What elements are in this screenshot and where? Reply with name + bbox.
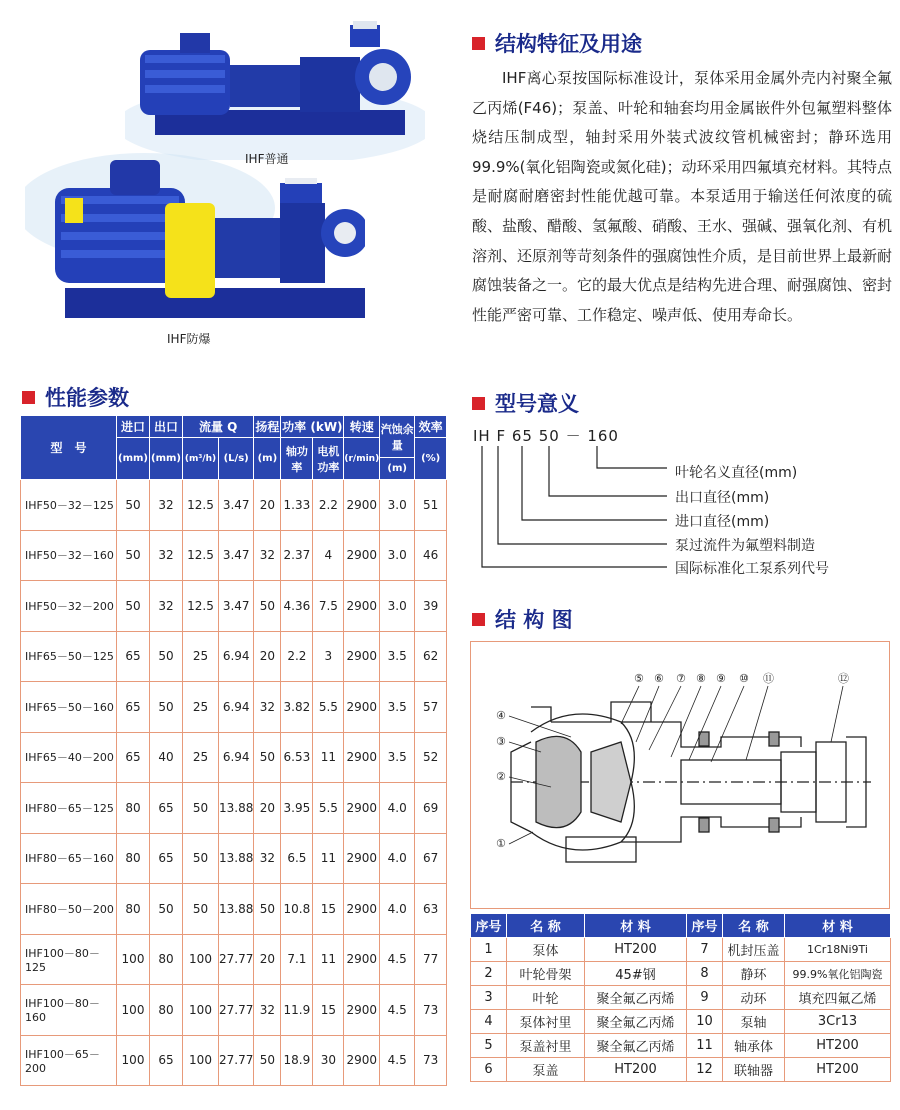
value-cell: 4.5	[380, 934, 415, 985]
photo-label-standard: IHF普通	[245, 152, 289, 166]
pump-photo-standard	[125, 15, 425, 160]
pump-photo-explosion-proof	[25, 148, 365, 338]
parts-cell: 轴承体	[723, 1034, 785, 1058]
section-marker-icon	[472, 397, 485, 410]
model-cell: IHF65－50－125	[21, 631, 117, 682]
value-cell: 65	[117, 682, 150, 733]
header-unit-m3h: (m³/h)	[183, 438, 219, 480]
parts-cell: 泵盖	[507, 1058, 585, 1082]
parts-cell: 5	[471, 1034, 507, 1058]
value-cell: 20	[254, 631, 281, 682]
value-cell: 2900	[344, 581, 380, 632]
value-cell: 10.8	[281, 884, 313, 935]
value-cell: 5.5	[313, 783, 344, 834]
value-cell: 40	[150, 732, 183, 783]
section-marker-icon	[22, 391, 35, 404]
value-cell: 3.5	[380, 631, 415, 682]
value-cell: 46	[415, 530, 447, 581]
header-speed: 转速	[344, 416, 380, 438]
meaning-label-outlet: 出口直径(mm)	[675, 490, 770, 506]
value-cell: 3.95	[281, 783, 313, 834]
callout-10: ⑩	[739, 672, 749, 685]
table-row	[471, 1010, 891, 1034]
parts-cell: 1Cr18Ni9Ti	[785, 938, 891, 962]
value-cell: 13.88	[219, 884, 254, 935]
model-meaning-leader-lines	[470, 440, 670, 575]
parts-cell: 泵体衬里	[507, 1010, 585, 1034]
value-cell: 32	[150, 530, 183, 581]
value-cell: 30	[313, 1035, 344, 1086]
value-cell: 65	[117, 631, 150, 682]
callout-7: ⑦	[676, 672, 686, 685]
value-cell: 20	[254, 934, 281, 985]
value-cell: 2.2	[281, 631, 313, 682]
value-cell: 27.77	[219, 934, 254, 985]
model-cell: IHF50－32－160	[21, 530, 117, 581]
value-cell: 2900	[344, 884, 380, 935]
parts-cell: 7	[687, 938, 723, 962]
value-cell: 3.0	[380, 581, 415, 632]
callout-11: ⑪	[763, 672, 774, 685]
section-title-text: 性能参数	[45, 386, 129, 410]
parts-cell: 1	[471, 938, 507, 962]
parts-cell: 3Cr13	[785, 1010, 891, 1034]
parts-cell: 泵轴	[723, 1010, 785, 1034]
section-title-performance	[22, 382, 129, 412]
table-row	[21, 1035, 447, 1086]
value-cell: 11	[313, 732, 344, 783]
parts-table-body	[471, 938, 891, 1082]
value-cell: 65	[150, 833, 183, 884]
parts-cell: 3	[471, 986, 507, 1010]
value-cell: 2900	[344, 682, 380, 733]
meaning-label-series: 国际标准化工泵系列代号	[675, 561, 829, 577]
parts-cell: 9	[687, 986, 723, 1010]
parts-cell: 2	[471, 962, 507, 986]
value-cell: 7.1	[281, 934, 313, 985]
value-cell: 6.94	[219, 732, 254, 783]
value-cell: 50	[117, 581, 150, 632]
header-head: 扬程	[254, 416, 281, 438]
header-unit-npsh: (m)	[380, 458, 415, 480]
section-title-text: 型号意义	[495, 392, 579, 416]
model-cell: IHF100－80－160	[21, 985, 117, 1036]
section-title-structure-diagram	[472, 604, 573, 634]
callout-9: ⑨	[716, 672, 726, 685]
value-cell: 50	[254, 884, 281, 935]
value-cell: 3.47	[219, 530, 254, 581]
header-npsh: 汽蚀余量	[380, 416, 415, 458]
value-cell: 50	[183, 884, 219, 935]
value-cell: 39	[415, 581, 447, 632]
photo-label-explosion-proof: IHF防爆	[167, 332, 211, 346]
callout-12: ⑫	[838, 672, 849, 685]
value-cell: 63	[415, 884, 447, 935]
table-row	[21, 530, 447, 581]
parts-cell: HT200	[785, 1034, 891, 1058]
model-cell: IHF100－65－200	[21, 1035, 117, 1086]
parts-cell: 聚全氟乙丙烯	[585, 1034, 687, 1058]
model-cell: IHF80－65－125	[21, 783, 117, 834]
value-cell: 65	[150, 1035, 183, 1086]
value-cell: 3	[313, 631, 344, 682]
value-cell: 50	[254, 581, 281, 632]
parts-cell: 联轴器	[723, 1058, 785, 1082]
parts-cell: 6	[471, 1058, 507, 1082]
table-row	[21, 934, 447, 985]
header-flow: 流量 Q	[183, 416, 254, 438]
value-cell: 73	[415, 985, 447, 1036]
parts-cell: 填充四氟乙烯	[785, 986, 891, 1010]
section-title-text: 结构特征及用途	[495, 32, 642, 56]
table-row	[21, 631, 447, 682]
model-code: IH F 65 50 － 160	[473, 427, 619, 445]
section-title-text: 结 构 图	[495, 608, 573, 632]
value-cell: 50	[117, 530, 150, 581]
table-row	[471, 938, 891, 962]
value-cell: 3.47	[219, 480, 254, 531]
value-cell: 100	[117, 1035, 150, 1086]
value-cell: 2900	[344, 783, 380, 834]
parts-cell: 45#钢	[585, 962, 687, 986]
model-cell: IHF80－65－160	[21, 833, 117, 884]
parts-cell: 11	[687, 1034, 723, 1058]
meaning-label-fluoroplastic: 泵过流件为氟塑料制造	[675, 538, 815, 554]
description-paragraph: IHF离心泵按国际标准设计，泵体采用金属外壳内衬聚全氟乙丙烯(F46)；泵盖、叶轮和轴套均用金属嵌件外包氟塑料整体烧结压制成型，轴封采用外装式波纹管机械密封；静环选用99.9%(氧化铝陶瓷或氮化硅)；动环采用四氟填充材料。其特点是耐腐耐磨密封性能优越可靠。本泵适用于输送任何浓度的硫酸、盐酸、醋酸、氢氟酸、硝酸、王水、强碱、强氧化剂、有机溶剂、还原剂等苛刻条件的强腐蚀性介质，是目前世界上最新耐腐蚀装备之一。它的最大优点是结构先进合理、耐强腐蚀、密封性能严密可靠、工作稳定、噪声低、使用寿命长。	[472, 69, 893, 324]
callout-2: ②	[496, 770, 506, 783]
parts-cell: 机封压盖	[723, 938, 785, 962]
value-cell: 100	[117, 934, 150, 985]
parts-header-no-left: 序号	[471, 914, 507, 938]
value-cell: 4.0	[380, 833, 415, 884]
parts-cell: 静环	[723, 962, 785, 986]
value-cell: 6.53	[281, 732, 313, 783]
parts-header-no-right: 序号	[687, 914, 723, 938]
table-row	[21, 783, 447, 834]
value-cell: 2900	[344, 934, 380, 985]
callout-3: ③	[496, 735, 506, 748]
value-cell: 67	[415, 833, 447, 884]
value-cell: 25	[183, 682, 219, 733]
value-cell: 15	[313, 985, 344, 1036]
table-row	[471, 962, 891, 986]
callout-6: ⑥	[654, 672, 664, 685]
value-cell: 80	[117, 833, 150, 884]
value-cell: 3.82	[281, 682, 313, 733]
value-cell: 20	[254, 480, 281, 531]
value-cell: 15	[313, 884, 344, 935]
value-cell: 80	[117, 783, 150, 834]
value-cell: 50	[254, 732, 281, 783]
value-cell: 100	[183, 985, 219, 1036]
parts-cell: 叶轮	[507, 986, 585, 1010]
value-cell: 50	[183, 833, 219, 884]
header-inlet: 进口	[117, 416, 150, 438]
table-row	[21, 985, 447, 1036]
parts-cell: 聚全氟乙丙烯	[585, 986, 687, 1010]
value-cell: 80	[150, 934, 183, 985]
parts-table	[470, 913, 891, 1082]
parts-cell: 8	[687, 962, 723, 986]
value-cell: 2.37	[281, 530, 313, 581]
value-cell: 50	[150, 631, 183, 682]
value-cell: 27.77	[219, 1035, 254, 1086]
header-unit-ls: (L/s)	[219, 438, 254, 480]
value-cell: 2900	[344, 985, 380, 1036]
value-cell: 52	[415, 732, 447, 783]
value-cell: 2900	[344, 480, 380, 531]
section-title-structure-use	[472, 28, 642, 58]
parts-cell: 99.9%氧化铝陶瓷	[785, 962, 891, 986]
model-cell: IHF50－32－125	[21, 480, 117, 531]
value-cell: 13.88	[219, 783, 254, 834]
value-cell: 3.47	[219, 581, 254, 632]
header-unit-rpm: (r/min)	[344, 438, 380, 480]
value-cell: 4	[313, 530, 344, 581]
parts-cell: 4	[471, 1010, 507, 1034]
value-cell: 50	[183, 783, 219, 834]
meaning-label-inlet: 进口直径(mm)	[675, 514, 770, 530]
value-cell: 11	[313, 934, 344, 985]
value-cell: 11.9	[281, 985, 313, 1036]
performance-table-body	[21, 480, 447, 1086]
header-unit-outlet: (mm)	[150, 438, 183, 480]
callout-5: ⑤	[634, 672, 644, 685]
value-cell: 12.5	[183, 581, 219, 632]
callout-1: ①	[496, 837, 506, 850]
header-shaft-power: 轴功率	[281, 438, 313, 480]
value-cell: 51	[415, 480, 447, 531]
header-unit-pct: (%)	[415, 438, 447, 480]
value-cell: 69	[415, 783, 447, 834]
header-outlet: 出口	[150, 416, 183, 438]
value-cell: 2900	[344, 631, 380, 682]
parts-header-material-left: 材 料	[585, 914, 687, 938]
value-cell: 3.5	[380, 682, 415, 733]
parts-cell: 泵盖衬里	[507, 1034, 585, 1058]
header-model: 型 号	[21, 416, 117, 480]
table-row	[21, 884, 447, 935]
meaning-label-impeller: 叶轮名义直径(mm)	[675, 465, 798, 481]
model-cell: IHF50－32－200	[21, 581, 117, 632]
table-row	[21, 480, 447, 531]
structure-diagram-box	[470, 641, 890, 909]
value-cell: 5.5	[313, 682, 344, 733]
model-cell: IHF65－50－160	[21, 682, 117, 733]
value-cell: 100	[183, 934, 219, 985]
value-cell: 4.0	[380, 884, 415, 935]
value-cell: 18.9	[281, 1035, 313, 1086]
value-cell: 50	[117, 480, 150, 531]
value-cell: 11	[313, 833, 344, 884]
value-cell: 6.5	[281, 833, 313, 884]
value-cell: 100	[117, 985, 150, 1036]
value-cell: 32	[254, 530, 281, 581]
table-row	[21, 732, 447, 783]
parts-header-name-left: 名 称	[507, 914, 585, 938]
header-efficiency: 效率	[415, 416, 447, 438]
value-cell: 80	[150, 985, 183, 1036]
model-cell: IHF80－50－200	[21, 884, 117, 935]
table-row	[21, 581, 447, 632]
value-cell: 57	[415, 682, 447, 733]
value-cell: 73	[415, 1035, 447, 1086]
table-row	[471, 1058, 891, 1082]
value-cell: 12.5	[183, 530, 219, 581]
value-cell: 12.5	[183, 480, 219, 531]
parts-header-material-right: 材 料	[785, 914, 891, 938]
parts-cell: HT200	[785, 1058, 891, 1082]
header-power: 功率 (kW)	[281, 416, 344, 438]
value-cell: 3.5	[380, 732, 415, 783]
header-motor-power: 电机功率	[313, 438, 344, 480]
model-cell: IHF100－80－125	[21, 934, 117, 985]
parts-cell: 10	[687, 1010, 723, 1034]
parts-cell: 动环	[723, 986, 785, 1010]
value-cell: 4.36	[281, 581, 313, 632]
parts-cell: HT200	[585, 938, 687, 962]
value-cell: 50	[254, 1035, 281, 1086]
model-cell: IHF65－40－200	[21, 732, 117, 783]
section-marker-icon	[472, 37, 485, 50]
value-cell: 1.33	[281, 480, 313, 531]
value-cell: 32	[150, 581, 183, 632]
value-cell: 50	[150, 884, 183, 935]
header-unit-m: (m)	[254, 438, 281, 480]
value-cell: 32	[254, 985, 281, 1036]
table-row	[471, 986, 891, 1010]
value-cell: 3.0	[380, 530, 415, 581]
value-cell: 32	[254, 682, 281, 733]
value-cell: 2900	[344, 530, 380, 581]
value-cell: 27.77	[219, 985, 254, 1036]
parts-cell: 12	[687, 1058, 723, 1082]
value-cell: 25	[183, 631, 219, 682]
header-unit-inlet: (mm)	[117, 438, 150, 480]
value-cell: 4.0	[380, 783, 415, 834]
value-cell: 13.88	[219, 833, 254, 884]
callout-8: ⑧	[696, 672, 706, 685]
value-cell: 80	[117, 884, 150, 935]
table-row	[21, 682, 447, 733]
callout-4: ④	[496, 709, 506, 722]
value-cell: 3.0	[380, 480, 415, 531]
parts-cell: HT200	[585, 1058, 687, 1082]
value-cell: 6.94	[219, 682, 254, 733]
parts-cell: 泵体	[507, 938, 585, 962]
value-cell: 65	[150, 783, 183, 834]
value-cell: 62	[415, 631, 447, 682]
parts-header-name-right: 名 称	[723, 914, 785, 938]
value-cell: 2.2	[313, 480, 344, 531]
parts-cell: 聚全氟乙丙烯	[585, 1010, 687, 1034]
value-cell: 100	[183, 1035, 219, 1086]
table-row	[21, 833, 447, 884]
value-cell: 65	[117, 732, 150, 783]
value-cell: 2900	[344, 833, 380, 884]
value-cell: 2900	[344, 1035, 380, 1086]
value-cell: 4.5	[380, 1035, 415, 1086]
value-cell: 32	[150, 480, 183, 531]
pump-cross-section-diagram	[471, 642, 891, 910]
section-marker-icon	[472, 613, 485, 626]
section-title-model-meaning	[472, 388, 579, 418]
value-cell: 32	[254, 833, 281, 884]
value-cell: 2900	[344, 732, 380, 783]
value-cell: 7.5	[313, 581, 344, 632]
value-cell: 4.5	[380, 985, 415, 1036]
parts-cell: 叶轮骨架	[507, 962, 585, 986]
value-cell: 25	[183, 732, 219, 783]
value-cell: 77	[415, 934, 447, 985]
table-row	[471, 1034, 891, 1058]
value-cell: 50	[150, 682, 183, 733]
performance-table	[20, 415, 447, 1086]
value-cell: 20	[254, 783, 281, 834]
value-cell: 6.94	[219, 631, 254, 682]
